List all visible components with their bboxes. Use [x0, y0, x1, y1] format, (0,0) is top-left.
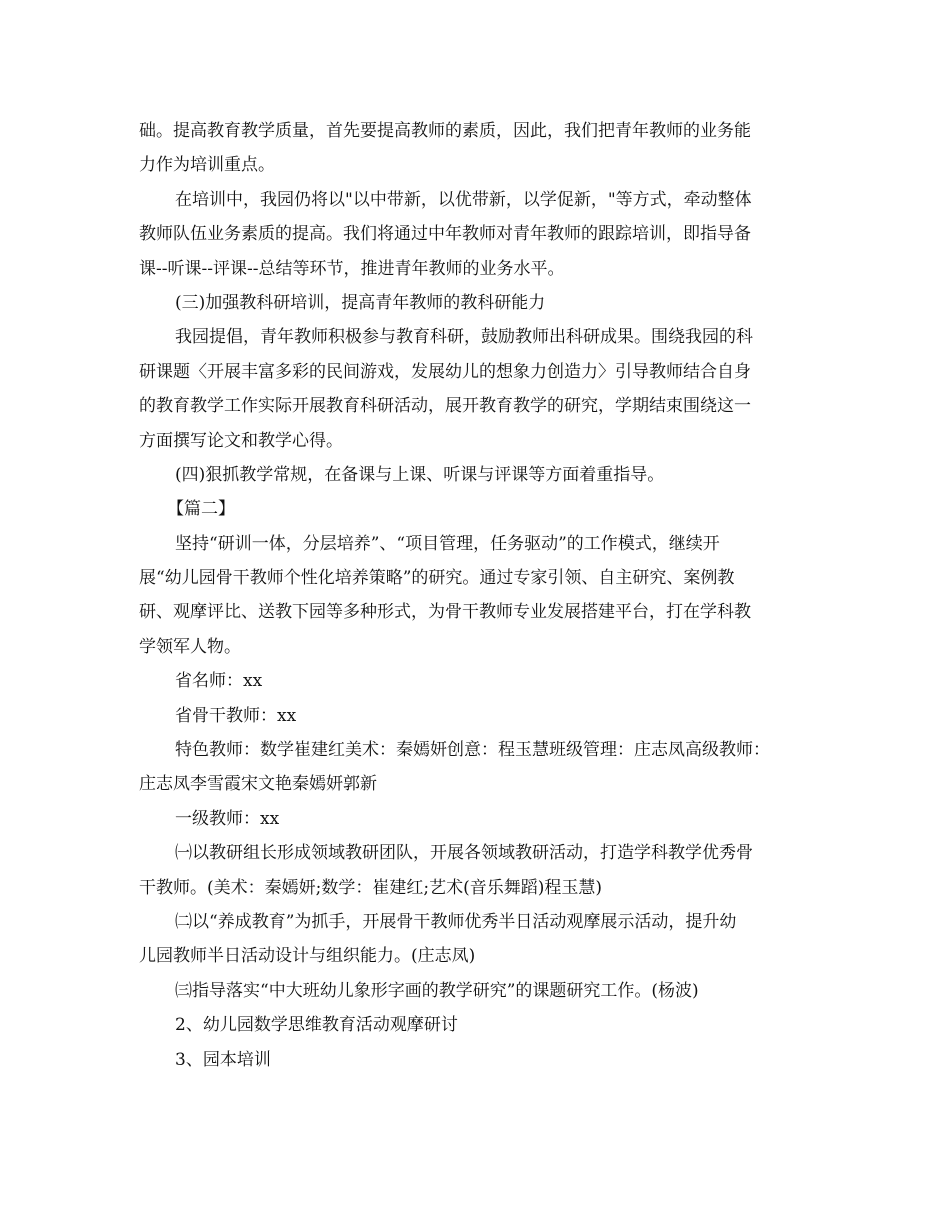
paragraph-line: 的教育教学工作实际开展教育科研活动，展开教育教学的研究，学期结束围绕这一 — [139, 396, 751, 417]
paragraph-line: ㈢指导落实“中大班幼儿象形字画的教学研究”的课题研究工作。(杨波) — [175, 980, 699, 1001]
list-line: 省骨干教师：xx — [175, 705, 297, 726]
paragraph-line: 课--听课--评课--总结等环节，推进青年教师的业务水平。 — [139, 258, 565, 279]
list-line: 一级教师：xx — [175, 808, 280, 829]
paragraph-line: 我园提倡，青年教师积极参与教育科研，鼓励教师出科研成果。围绕我园的科 — [175, 327, 753, 348]
paragraph-line: 儿园教师半日活动设计与组织能力。(庄志凤) — [139, 946, 476, 967]
paragraph-line: ㈠以教研组长形成领域教研团队，开展各领域教研活动，打造学科教学优秀骨 — [175, 843, 753, 864]
paragraph-line: 力作为培训重点。 — [139, 155, 275, 176]
section-heading: (三)加强教科研培训，提高青年教师的教科研能力 — [175, 292, 546, 313]
part-heading: 【篇二】 — [167, 499, 235, 520]
paragraph-line: 研、观摩评比、送教下园等多种形式，为骨干教师专业发展搭建平台，打在学科教 — [139, 602, 751, 623]
paragraph-line: 方面撰写论文和教学心得。 — [139, 430, 343, 451]
section-heading: (四)狠抓教学常规，在备课与上课、听课与评课等方面着重指导。 — [175, 464, 665, 485]
numbered-item: 3、园本培训 — [175, 1049, 271, 1070]
paragraph-line: 在培训中，我园仍将以"以中带新，以优带新，以学促新，"等方式，牵动整体 — [175, 189, 752, 210]
paragraph-line: 研课题〈开展丰富多彩的民间游戏，发展幼儿的想象力创造力〉引导教师结合自身 — [139, 361, 751, 382]
list-line: 特色教师：数学崔建红美术：秦嫣妍创意：程玉慧班级管理：庄志凤高级教师： — [175, 740, 770, 761]
paragraph-line: 坚持“研训一体，分层培养”、“项目管理，任务驱动”的工作模式，继续开 — [175, 533, 720, 554]
list-line: 庄志凤李雪霞宋文艳秦嫣妍郭新 — [139, 774, 377, 795]
paragraph-line: 础。提高教育教学质量，首先要提高教师的素质，因此，我们把青年教师的业务能 — [139, 121, 751, 141]
numbered-item: 2、幼儿园数学思维教育活动观摩研讨 — [175, 1015, 458, 1036]
paragraph-line: 教师队伍业务素质的提高。我们将通过中年教师对青年教师的跟踪培训，即指导备 — [139, 224, 751, 245]
paragraph-line: 学领军人物。 — [139, 636, 241, 657]
document-body — [139, 114, 819, 1077]
list-line: 省名师：xx — [175, 671, 263, 692]
paragraph-line: 干教师。(美术：秦嫣妍;数学：崔建红;艺术(音乐舞蹈)程玉慧) — [139, 877, 602, 898]
paragraph-line: 展“幼儿园骨干教师个性化培养策略”的研究。通过专家引领、自主研究、案例教 — [139, 568, 735, 589]
paragraph-line: ㈡以“养成教育”为抓手，开展骨干教师优秀半日活动观摩展示活动，提升幼 — [175, 911, 737, 932]
